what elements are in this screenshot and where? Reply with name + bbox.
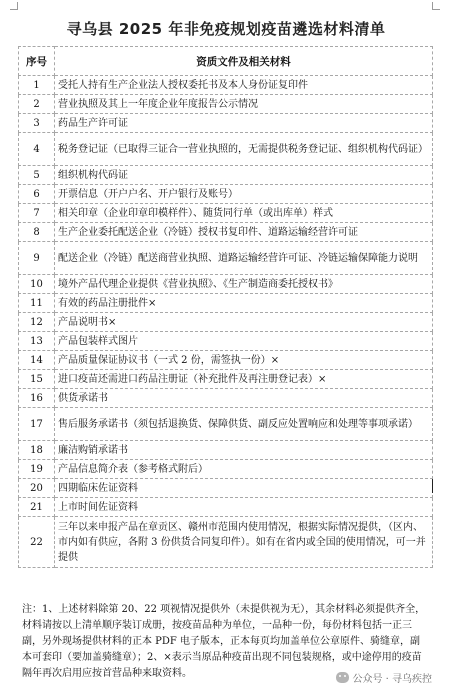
table-row xyxy=(19,133,433,166)
table-row xyxy=(19,408,433,441)
table-row xyxy=(19,517,433,568)
row-material: 四期临床佐证资料 xyxy=(55,479,433,498)
table-row xyxy=(19,389,433,408)
row-number: 13 xyxy=(19,332,55,351)
document-title: 寻乌县 2025 年非免疫规划疫苗遴选材料清单 xyxy=(66,20,386,38)
row-number: 6 xyxy=(19,185,55,204)
row-number: 12 xyxy=(19,313,55,332)
table-row xyxy=(19,294,433,313)
row-number: 9 xyxy=(19,242,55,275)
row-number: 15 xyxy=(19,370,55,389)
row-material: 境外产品代理企业提供《营业执照》、《生产制造商委托授权书》 xyxy=(55,275,433,294)
table-row xyxy=(19,370,433,389)
row-material: 产品说明书× xyxy=(55,313,433,332)
row-material: 税务登记证（已取得三证合一营业执照的，无需提供税务登记证、组织机构代码证） xyxy=(55,133,433,166)
materials-table xyxy=(18,46,433,568)
row-material: 产品信息简介表（参考格式附后） xyxy=(55,460,433,479)
row-number: 22 xyxy=(19,517,55,568)
row-material: 进口疫苗还需进口药品注册证（补充批件及再注册登记表）× xyxy=(55,370,433,389)
table-row xyxy=(19,242,433,275)
row-material: 供货承诺书 xyxy=(55,389,433,408)
table-body xyxy=(19,76,433,568)
row-material: 产品包装样式图片 xyxy=(55,332,433,351)
watermark-text: 公众号 · 寻乌疾控 xyxy=(352,674,432,685)
row-material: 上市时间佐证资料 xyxy=(55,498,433,517)
row-number: 18 xyxy=(19,441,55,460)
row-material: 生产企业委托配送企业（冷链）授权书复印件、道路运输经营许可证 xyxy=(55,223,433,242)
row-number: 14 xyxy=(19,351,55,370)
row-material: 售后服务承诺书（须包括退换货、保障供货、副反应处置响应和处理等事项承诺） xyxy=(55,408,433,441)
row-number: 1 xyxy=(19,76,55,95)
table-row xyxy=(19,351,433,370)
row-material: 产品质量保证协议书（一式 2 份，需签执一份）× xyxy=(55,351,433,370)
row-material: 组织机构代码证 xyxy=(55,166,433,185)
row-number: 19 xyxy=(19,460,55,479)
row-number: 17 xyxy=(19,408,55,441)
row-material: 廉洁购销承诺书 xyxy=(55,441,433,460)
row-material: 有效的药品注册批件× xyxy=(55,294,433,313)
watermark xyxy=(334,669,434,686)
footnote: 注：1、上述材料除第 20、22 项视情况提供外（未提供视为无），其余材料必须提供齐全，材料请按以上清单顺序装订成册，按疫苗品种为单位，一品种一份，每份材料包括一正三副，另外现场提供材料的正本 PDF 电子版本，正本每页均加盖单位公章原件、骑缝章，副本可套印（要加盖骑缝章）；2、×表示当原品种疫苗出现不同包装规格，或中途停用的疫苗隔年再次启用应按首营品种来取资料。 xyxy=(22,604,426,679)
header-materials: 资质文件及相关材料 xyxy=(55,47,433,76)
row-material: 药品生产许可证 xyxy=(55,114,433,133)
crop-mark-top-right xyxy=(432,2,440,10)
table-row xyxy=(19,441,433,460)
row-material: 受托人持有生产企业法人授权委托书及本人身份证复印件 xyxy=(55,76,433,95)
table-row xyxy=(19,204,433,223)
table-row xyxy=(19,95,433,114)
table-row xyxy=(19,223,433,242)
table-row xyxy=(19,313,433,332)
row-number: 2 xyxy=(19,95,55,114)
table-row xyxy=(19,185,433,204)
row-material: 配送企业（冷链）配送商营业执照、道路运输经营许可证、冷链运输保障能力说明 xyxy=(55,242,433,275)
row-number: 11 xyxy=(19,294,55,313)
table-row xyxy=(19,166,433,185)
row-number: 7 xyxy=(19,204,55,223)
table-row xyxy=(19,498,433,517)
row-material: 开票信息（开户户名、开户银行及账号） xyxy=(55,185,433,204)
row-number: 4 xyxy=(19,133,55,166)
table-row xyxy=(19,332,433,351)
table-row xyxy=(19,76,433,95)
row-number: 21 xyxy=(19,498,55,517)
crop-mark-top-left xyxy=(10,2,18,10)
text-cursor xyxy=(432,479,433,493)
row-number: 3 xyxy=(19,114,55,133)
row-number: 5 xyxy=(19,166,55,185)
row-material: 相关印章（企业印章印模样件）、随货同行单（或出库单）样式 xyxy=(55,204,433,223)
row-number: 20 xyxy=(19,479,55,498)
table-row xyxy=(19,479,433,498)
header-seq: 序号 xyxy=(19,47,55,76)
table-row xyxy=(19,114,433,133)
row-material: 三年以来申报产品在章贡区、赣州市范围内使用情况，根据实际情况提供，（区内、市内如有供应，各附 3 份供货合同复印件）。如有在省内或全国的使用情况，可一并提供 xyxy=(55,517,433,568)
row-number: 16 xyxy=(19,389,55,408)
wechat-icon xyxy=(336,672,349,683)
table-header-row xyxy=(19,47,433,76)
row-material: 营业执照及其上一年度企业年度报告公示情况 xyxy=(55,95,433,114)
table-row xyxy=(19,460,433,479)
row-number: 8 xyxy=(19,223,55,242)
table-row xyxy=(19,275,433,294)
row-number: 10 xyxy=(19,275,55,294)
